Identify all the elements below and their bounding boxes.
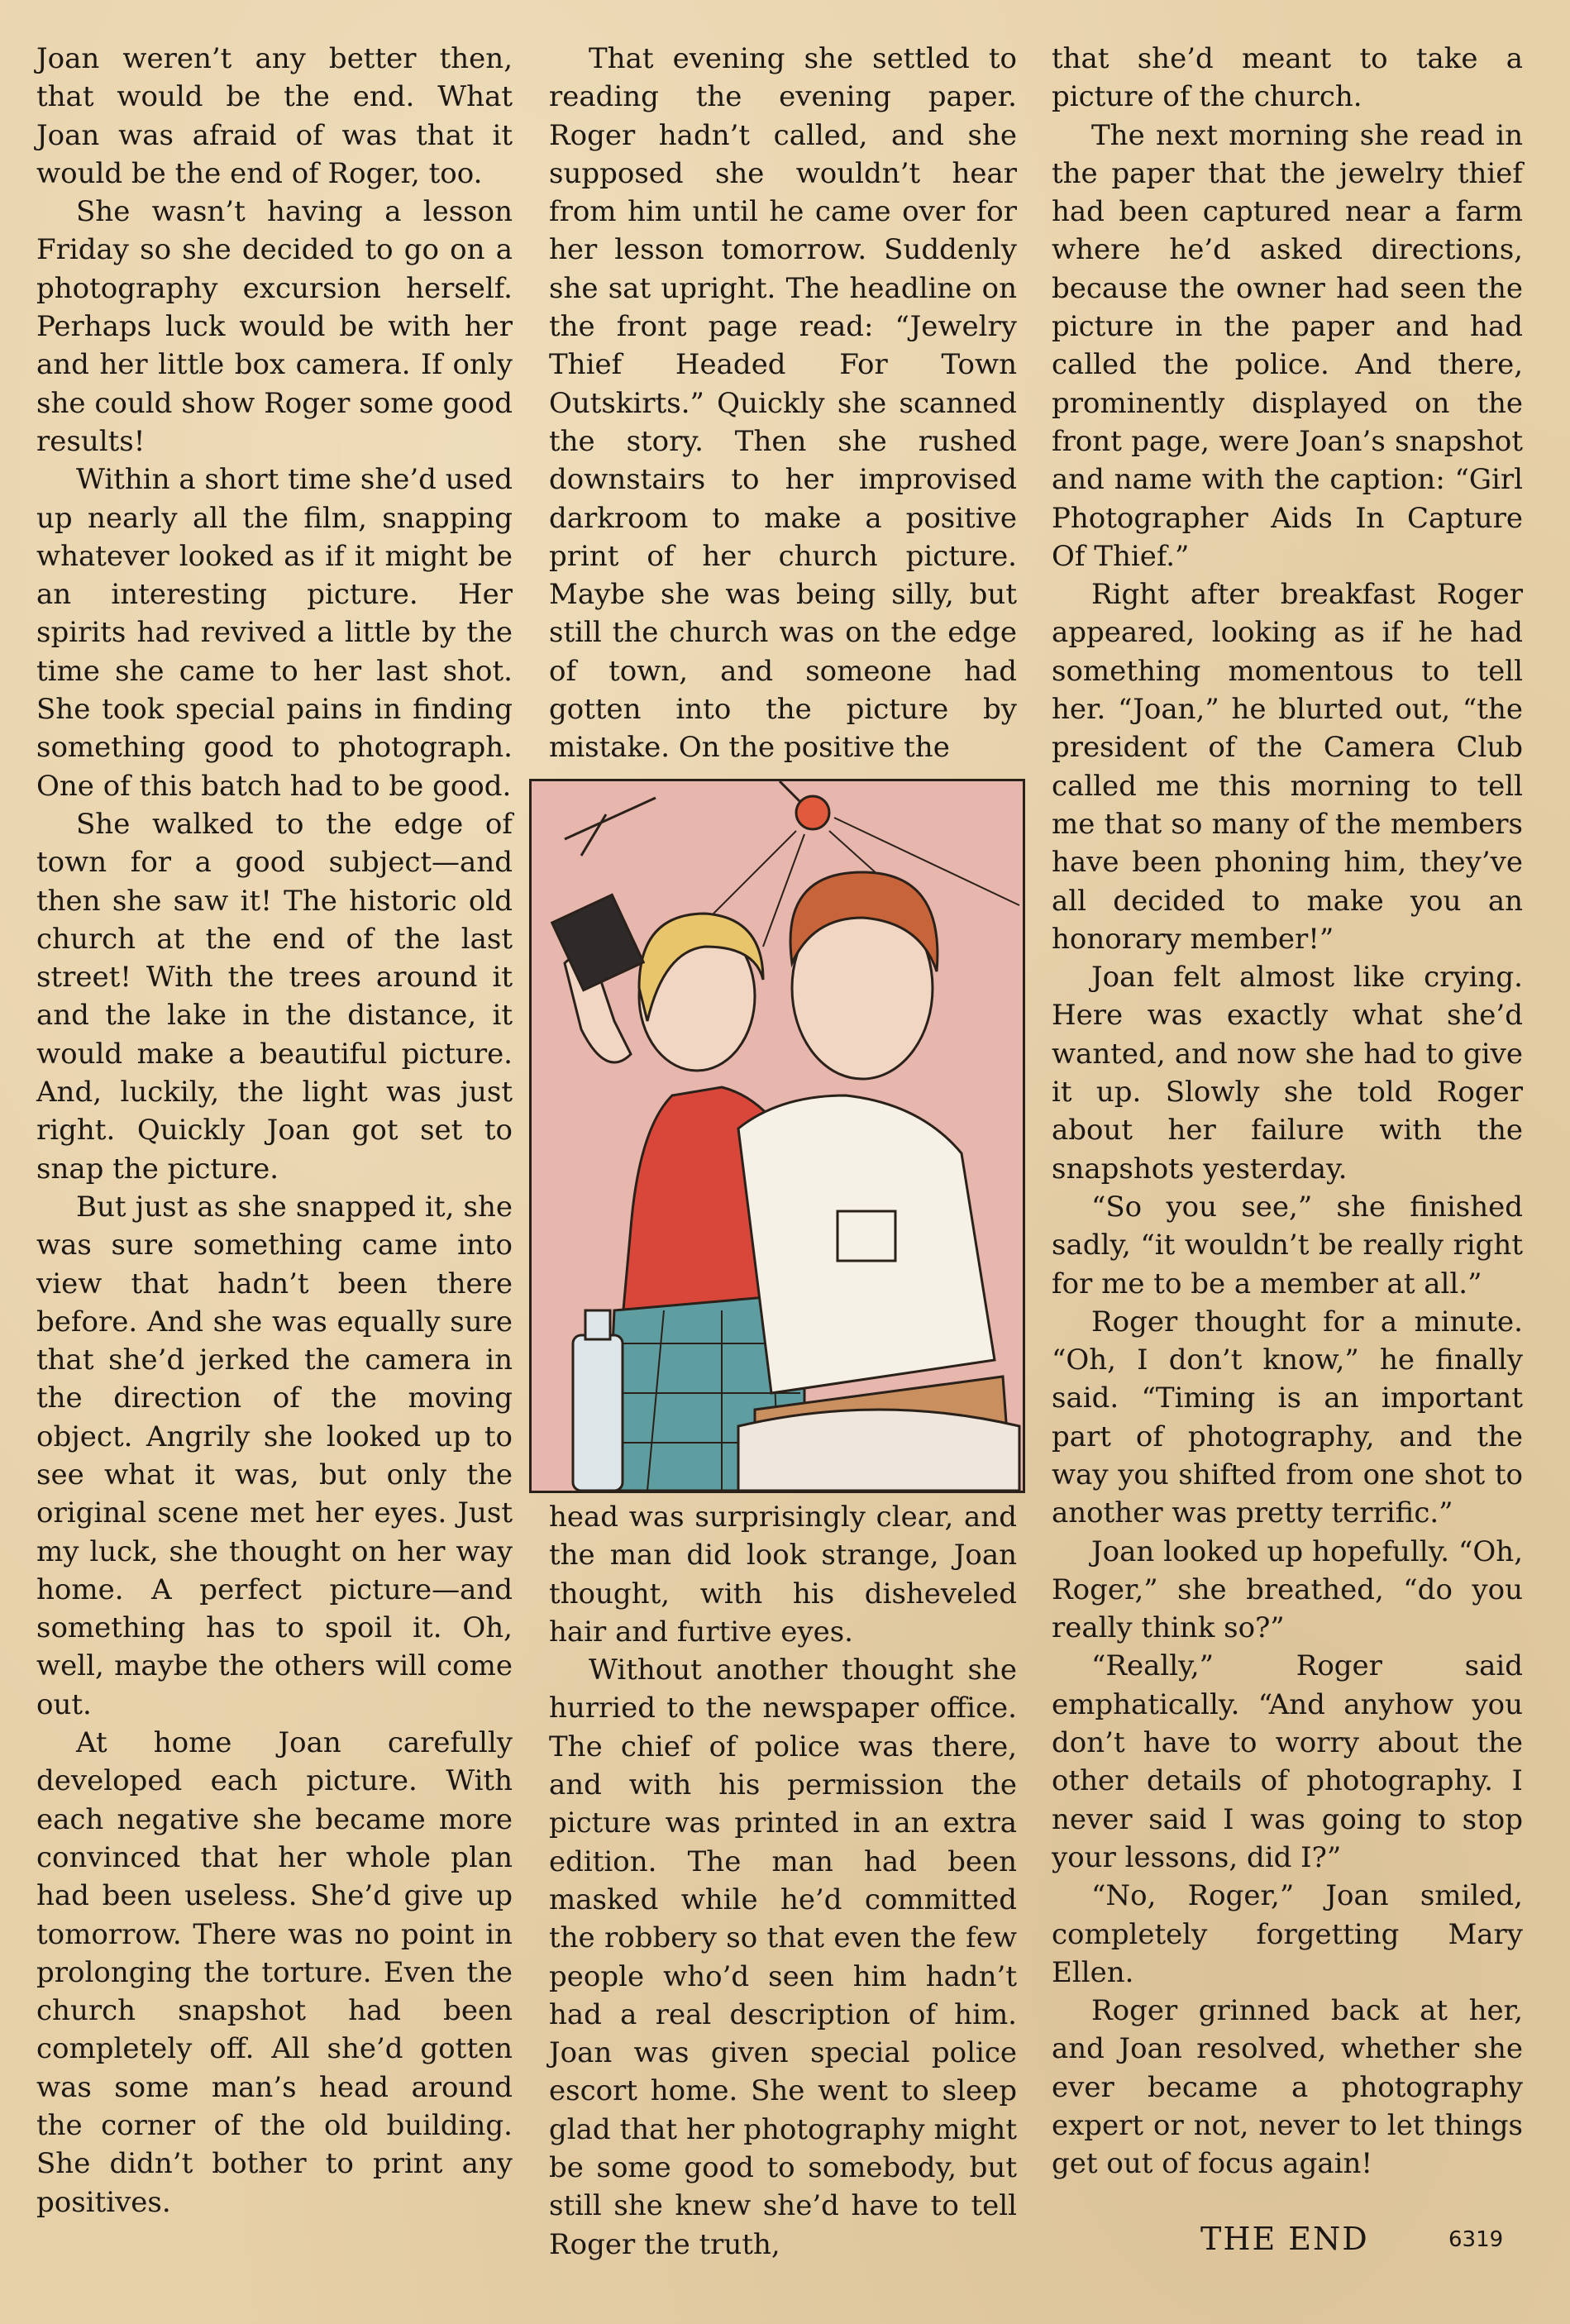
story-paragraph: Roger thought for a minute. “Oh, I don’t know,” he finally said. “Timing is an important part of photography, and the way you shifted from one shot to another was pretty terrific.” bbox=[1052, 1305, 1523, 1530]
text-column-2-bottom bbox=[549, 1498, 1017, 2264]
story-paragraph: head was surprisingly clear, and the man did look strange, Joan thought, with his disheveled hair and furtive eyes. bbox=[549, 1501, 1017, 1649]
story-paragraph: Roger grinned back at her, and Joan resolved, whether she ever became a photography expert or not, never to let things get out of focus again! bbox=[1052, 1994, 1523, 2181]
story-paragraph: “So you see,” she finished sadly, “it wouldn’t be really right for me to be a member at all.” bbox=[1052, 1190, 1523, 1300]
story-paragraph: Joan felt almost like crying. Here was exactly what she’d wanted, and now she had to give it up. Slowly she told Roger about her failure with the snapshots yesterday. bbox=[1052, 961, 1523, 1186]
story-paragraph: The next morning she read in the paper that the jewelry thief had been captured near a farm where he’d asked directions, because the owner had seen the picture in the paper and had called the police. And there, prominently displayed on the front page, were Joan’s snapshot and name with the caption: “Girl Photographer Aids In Capture Of Thief.” bbox=[1052, 118, 1523, 573]
story-paragraph: She wasn’t having a lesson Friday so she decided to go on a photography excursion herself. Perhaps luck would be with her and her little box camera. If only she could show Roger some good results! bbox=[36, 195, 513, 458]
text-column-3 bbox=[1052, 40, 1523, 2183]
the-end-label: THE END bbox=[1200, 2221, 1369, 2257]
story-paragraph: Right after breakfast Roger appeared, looking as if he had something momentous to tell her. “Joan,” he blurted out, “the president of the Camera Club called me this morning to tell me that so many of the members have been phoning him, they’ve all decided to make you an honorary member!” bbox=[1052, 578, 1523, 956]
story-paragraph: Joan looked up hopefully. “Oh, Roger,” she breathed, “do you really think so?” bbox=[1052, 1534, 1523, 1645]
story-paragraph: At home Joan carefully developed each picture. With each negative she became more convinced that her whole plan had been useless. She’d give up tomorrow. There was no point in prolonging the torture. Even the church snapshot had been completely off. All she’d gotten was some man’s head around the corner of the old building. She didn’t bother to print any positives. bbox=[36, 1726, 513, 2219]
text-column-1 bbox=[36, 40, 513, 2221]
text-column-2-top bbox=[549, 40, 1017, 767]
story-paragraph: that she’d meant to take a picture of the church. bbox=[1052, 42, 1523, 114]
story-paragraph: She walked to the edge of town for a good subject—and then she saw it! The historic old church at the end of the last street! With the trees around it and the lake in the distance, it would make a beautiful picture. And, luckily, the light was just right. Quickly Joan got set to snap the picture. bbox=[36, 807, 513, 1186]
story-illustration bbox=[529, 779, 1025, 1493]
story-paragraph: Joan weren’t any better then, that would be the end. What Joan was afraid of was that it would be the end of Roger, too. bbox=[36, 42, 513, 190]
darkroom-illustration bbox=[532, 781, 1023, 1491]
story-paragraph: “Really,” Roger said emphatically. “And anyhow you don’t have to worry about the other details of photography. I never said I was going to stop your lessons, did I?” bbox=[1052, 1649, 1523, 1874]
story-paragraph: “No, Roger,” Joan smiled, completely forgetting Mary Ellen. bbox=[1052, 1879, 1523, 1989]
story-paragraph: Without another thought she hurried to the newspaper office. The chief of police was there, and with his permission the picture was printed in an extra edition. The man had been masked while he’d committed the robbery so that even the few people who’d seen him hadn’t had a real description of him. Joan was given special police escort home. She went to sleep glad that her photography might be some good to somebody, but still she knew she’d have to tell Roger the truth, bbox=[549, 1654, 1017, 2261]
story-paragraph: That evening she settled to reading the evening paper. Roger hadn’t called, and she supposed she wouldn’t hear from him until he came over for her lesson tomorrow. Suddenly she sat upright. The headline on the front page read: “Jewelry Thief Headed For Town Outskirts.” Quickly she scanned the story. Then she rushed downstairs to her improvised darkroom to make a positive print of her church picture. Maybe she was being silly, but still the church was on the edge of town, and someone had gotten into the picture by mistake. On the positive the bbox=[549, 42, 1017, 765]
story-paragraph: Within a short time she’d used up nearly all the film, snapping whatever looked as if it might be an interesting picture. Her spirits had revived a little by the time she came to her last shot. She took special pains in finding something good to photograph. One of this batch had to be good. bbox=[36, 463, 513, 803]
story-paragraph: But just as she snapped it, she was sure something came into view that hadn’t been there before. And she was equally sure that she’d jerked the camera in the direction of the moving object. Angrily she looked up to see what it was, but only the original scene met her eyes. Just my luck, she thought on her way home. A perfect picture—and something has to spoil it. Oh, well, maybe the others will come out. bbox=[36, 1190, 513, 1721]
page-code: 6319 bbox=[1448, 2227, 1504, 2252]
